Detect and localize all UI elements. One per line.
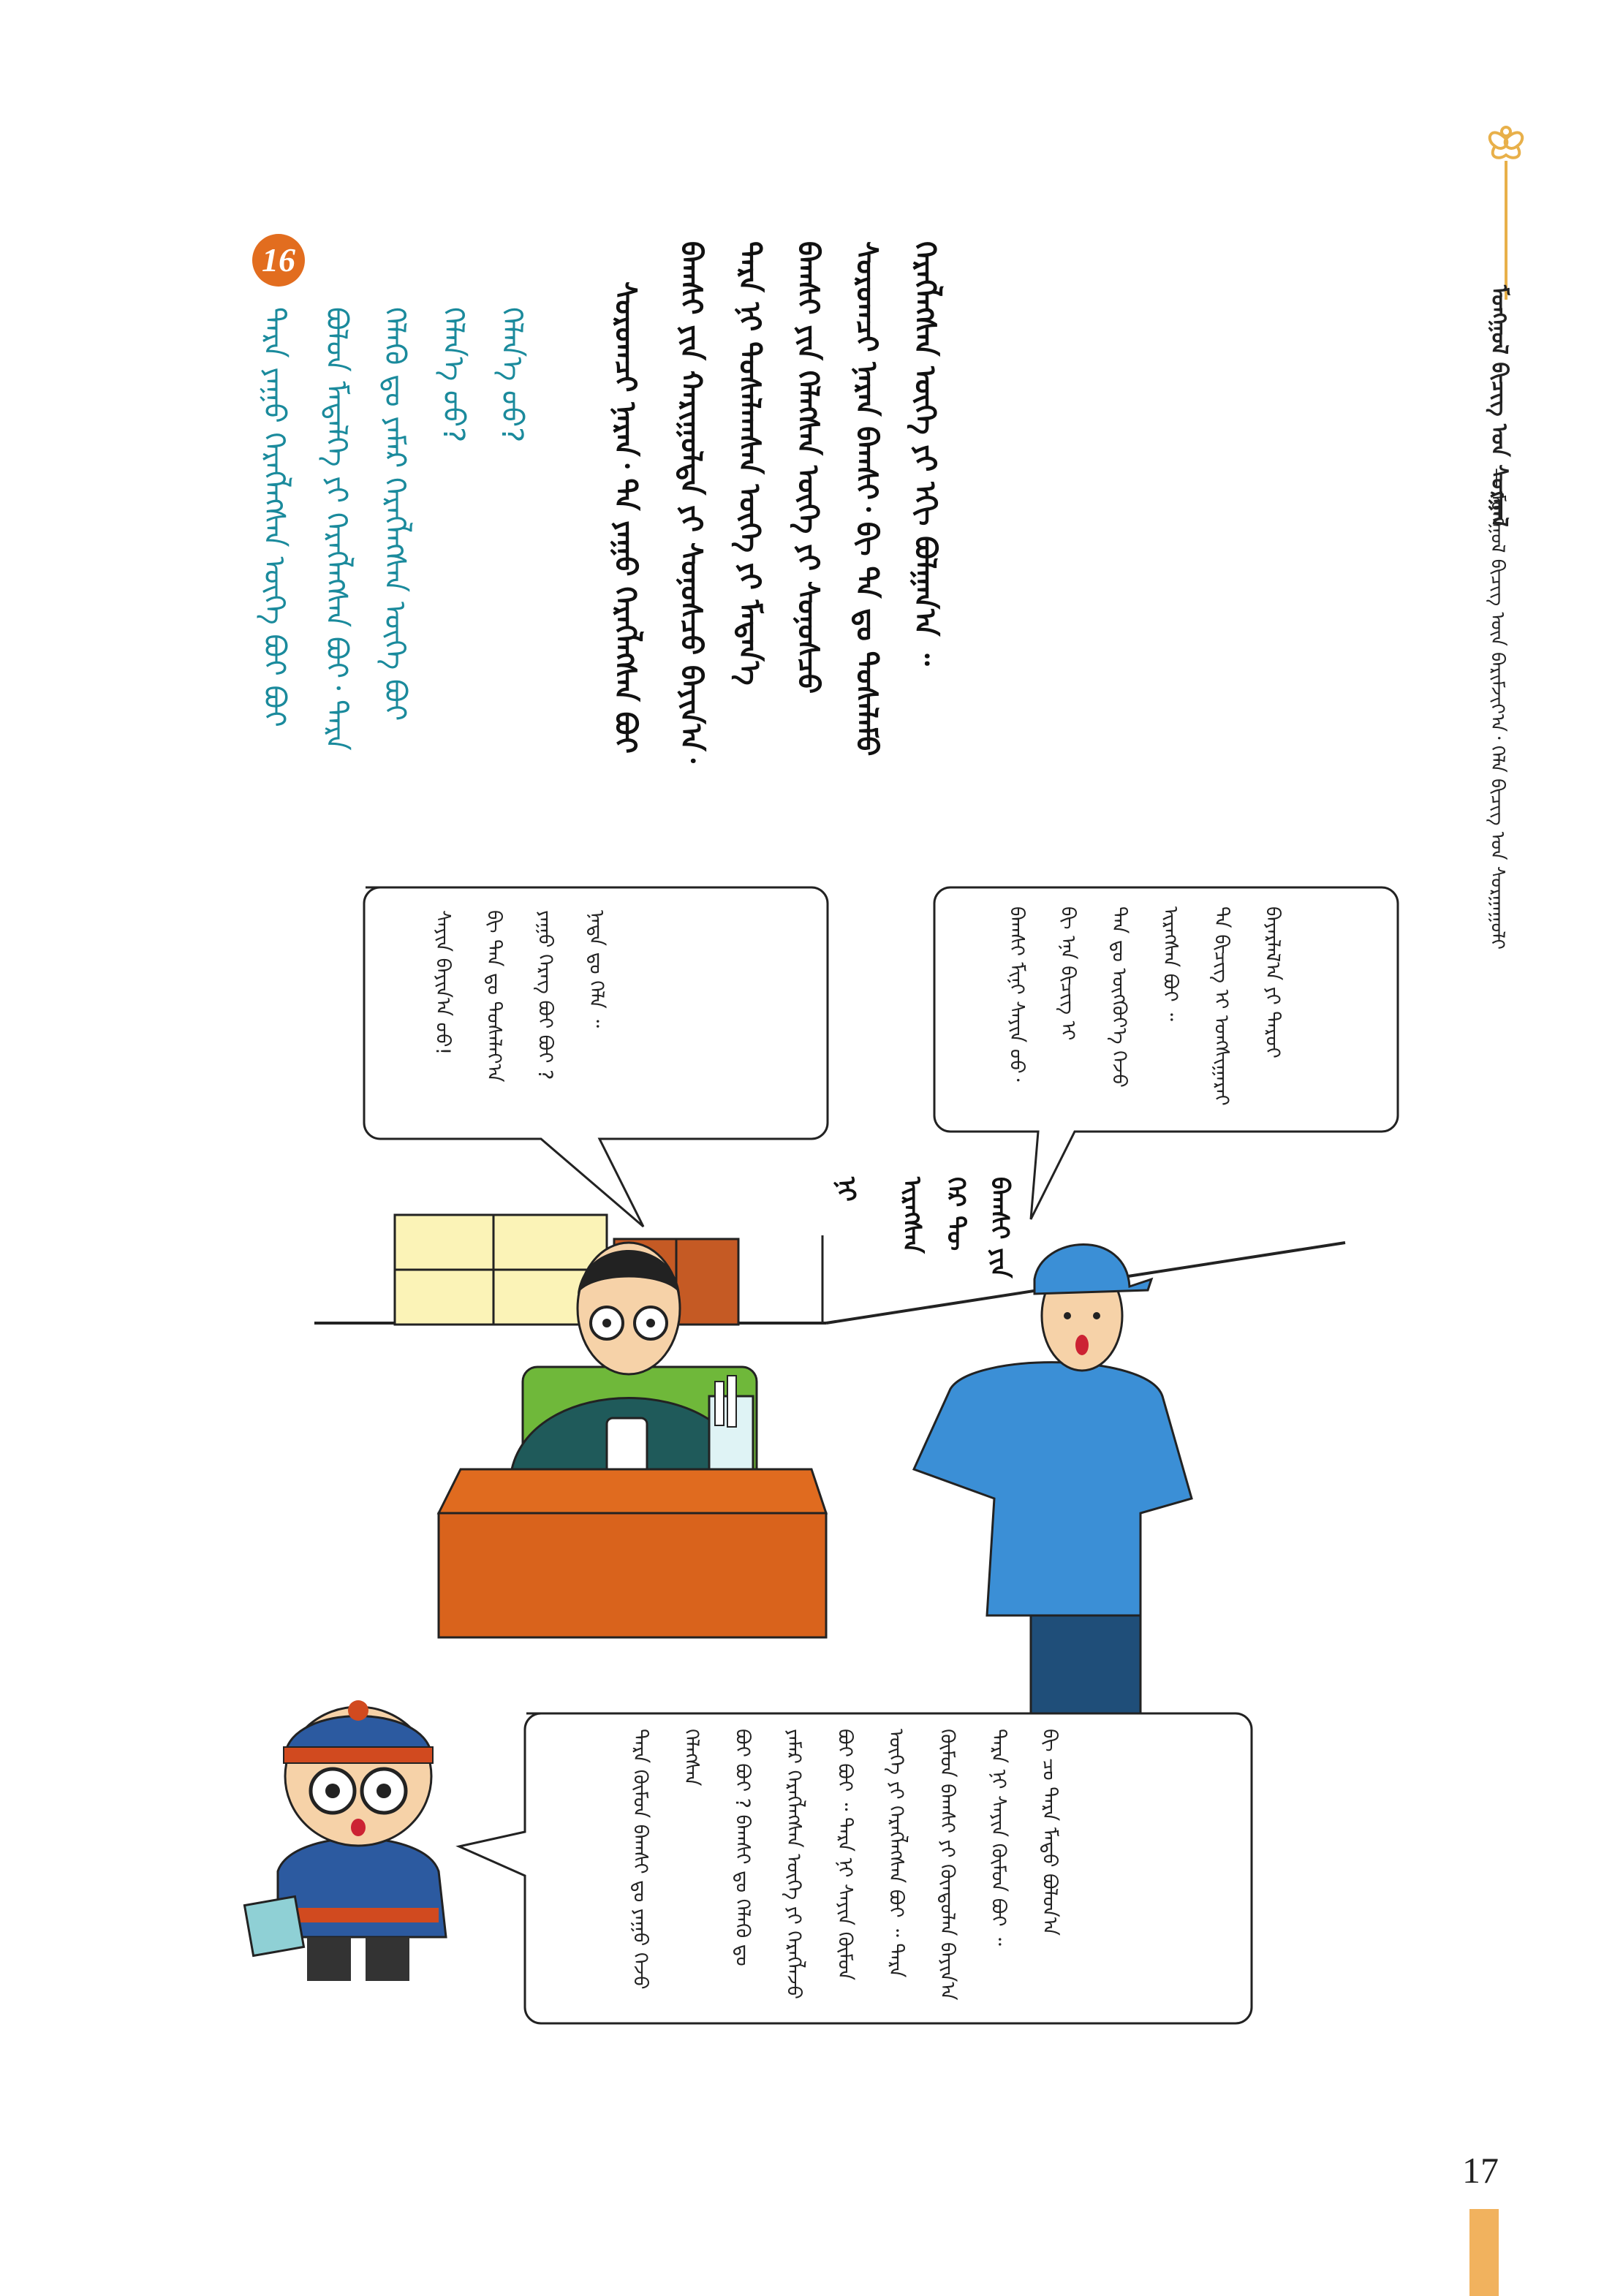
caption-line: ᠢᠷᠡᠭᠰᠡᠨ <box>897 1177 926 1254</box>
bubble-line: ᠪᠠᠭᠰᠢ ᠮᠢᠨᠢ ᠰᠠᠶᠢᠨ ᠤᠤ᠂ <box>1005 906 1028 1082</box>
body-line: ᠰᠤᠷᠤᠭᠴᠢ ᠨᠠᠷᠠᠨ᠂ ᠲᠠ ᠶᠠᠭᠤ ᠬᠡᠷᠡᠭᠯᠡᠭᠰᠡᠨ ᠪᠤᠢ <box>608 281 642 754</box>
caption-line: ᠨᠢ <box>831 1177 860 1202</box>
bubble-line: ᠦᠭᠡ ᠶᠢ ᠬᠡᠷᠡᠭᠯᠡᠭᠰᠡᠨ ᠪᠤᠢ ᠃ ᠲᠡᠷᠡ <box>885 1729 907 1978</box>
bubble-line: ᠢᠷᠡᠭᠰᠡᠨ ᠪᠤᠢ ᠃ <box>1159 906 1181 1021</box>
body-line: ᠰᠤᠷᠤᠭᠴᠢ ᠨᠠᠷᠠᠨ ᠪᠠᠭᠰᠢ᠂ ᠪᠢ ᠲᠠ ᠳᠤ ᠲᠤᠰᠠᠯᠠᠮᠤ <box>850 241 883 757</box>
bubble-text-child <box>614 1729 1199 2014</box>
question-line: ᠪᠣᠯᠤᠨ ᠮᠡᠳᠡᠯᠭᠡ ᠶᠢ ᠬᠡᠷᠡᠭᠯᠡᠭᠰᠡᠨ ᠪᠤᠢ᠂ ᠲᠡᠷᠡ <box>319 307 353 751</box>
desk <box>439 1469 826 1637</box>
bubble-line: ᠲᠡᠷᠡ ᠨᠢ ᠰᠠᠶᠢᠨ ᠬᠦᠮᠦᠨ ᠪᠤᠢ ᠃ <box>987 1729 1010 1946</box>
body-line: ᠬᠡᠷᠡᠭᠯᠡᠭᠰᠡᠨ ᠦᠭᠡ ᠶᠢ ᠡᠬᠢ ᠪᠤᠯᠭᠠᠨ᠎ᠠ ᠃ <box>908 241 942 666</box>
bubble-line: ᠬᠦᠮᠦᠨ ᠪᠠᠭᠰᠢ ᠶᠢ ᠬᠦᠨᠳᠦᠯᠡᠨ ᠪᠠᠶᠢᠨ᠎ᠠ <box>936 1729 958 2001</box>
caption-line: ᠭᠡᠷ ᠲᠦ <box>941 1177 970 1251</box>
question-line: ᠬᠡᠯᠡᠬᠦ ᠳᠤ ᠶᠠᠮᠠᠷ ᠬᠡᠷᠡᠭᠯᠡᠭᠰᠡᠨ ᠦᠭᠡ ᠪᠤᠢ <box>378 307 412 721</box>
bubble-text-teacher <box>417 910 797 1129</box>
question-number-badge: 16 <box>252 234 305 287</box>
bubble-text-man <box>991 906 1327 1126</box>
bubble-line: ᠨᠠᠳᠠ ᠳᠤ ᠬᠡᠯᠡ ᠃ <box>585 910 608 1028</box>
body-line: ᠪᠠᠭᠰᠢ ᠶᠢᠨ ᠬᠡᠯᠡᠭᠰᠡᠨ ᠦᠭᠡ ᠶᠢ ᠰᠤᠨᠤᠰᠴᠤ <box>791 241 825 694</box>
bubble-line: ᠪᠠᠶᠠᠷᠯᠠᠯ᠎ᠠ ᠶᠢ ᠳᠠᠷᠤᠢ <box>1261 906 1284 1058</box>
question-line: ᠲᠡᠷᠡ ᠶᠠᠭᠤ ᠬᠡᠷᠡᠭᠯᠡᠭᠰᠡᠨ ᠦᠭᠡ ᠪᠤᠢ ᠪᠤᠢ <box>257 307 291 727</box>
body-line: ᠪᠠᠭᠰᠢ ᠶᠢᠨ ᠬᠠᠷᠢᠭᠤᠯᠲᠠ ᠶᠢ ᠰᠤᠨᠤᠰᠴᠤ ᠪᠠᠶᠢᠨ᠎ᠠ᠂ <box>674 241 708 763</box>
bubble-line: ᠪᠢ ᠴᠤ ᠲᠡᠷᠡ ᠮᠡᠲᠦ ᠪᠣᠯᠤᠨ᠎ᠠ <box>1038 1729 1061 1936</box>
bubble-line: ᠪᠢ ᠡᠨᠡ ᠪᠢᠴᠢᠭ ᠢ <box>1056 906 1079 1041</box>
bubble-line: ᠶᠠᠭᠤ ᠬᠡᠷᠡᠭ ᠪᠤᠢ ᠪᠤᠢ ? <box>534 910 556 1080</box>
bubble-line: ᠪᠢ ᠲᠠᠨ ᠳᠤ ᠲᠤᠰᠠᠯᠠᠶ᠎ᠠ <box>483 910 505 1083</box>
bubble-line: ᠲᠡᠷᠡ ᠬᠦᠮᠦᠨ ᠪᠠᠭᠰᠢ ᠳᠤ ᠶᠠᠭᠤ ᠭᠡᠵᠦ ᠬᠡᠯᠡᠭᠰᠡᠨ <box>629 1729 703 1990</box>
question-line: ᠬᠡᠯᠡᠨ᠎ᠡ ᠦᠦ? <box>495 307 529 443</box>
bubble-line: ᠰᠠᠶᠢᠨ ᠪᠠᠶᠢᠨ᠎ᠠ ᠤᠤ! <box>431 910 454 1056</box>
bubble-line: ᠶᠠᠮᠠᠷ ᠬᠡᠷᠡᠭᠯᠡᠭᠰᠡᠨ ᠦᠭᠡ ᠶᠢ ᠬᠡᠷᠡᠭᠯᠡᠵᠦ <box>782 1729 805 2000</box>
header-title: ᠮᠣᠩᠭᠣᠯ ᠪᠢᠴᠢᠭ᠌ ᠤᠨ ᠰᠤᠷᠭᠠᠯ <box>1486 285 1512 527</box>
header-subtitle: — ᠮᠣᠩᠭᠣᠯ ᠪᠢᠴᠢᠭ᠌ ᠦᠨ ᠪᠠᠷᠢᠮᠵᠢᠶ᠎ᠠ᠂ ᠬᠡᠯᠡ ᠪᠢᠴᠢᠭ᠌ ᠤᠨ ᠰᠤᠷᠭᠠᠭᠤᠯᠢ <box>1486 468 1508 950</box>
bubble-line: ᠲᠠᠨ ᠳᠤ ᠦᠭᠭᠦᠶ᠎ᠡ ᠭᠡᠵᠦ <box>1108 906 1130 1088</box>
bubble-line: ᠲᠠ ᠪᠢᠴᠢᠭ ᠢ ᠤᠩᠰᠢᠭᠠᠷᠠᠢ <box>1210 906 1233 1106</box>
bubble-line: ᠪᠤᠢ ᠪᠤᠢ ᠃ ᠲᠡᠷᠡ ᠨᠢ ᠰᠠᠶᠢᠨ ᠬᠦᠮᠦᠨ <box>833 1729 856 1981</box>
page-number: 17 <box>1462 2150 1499 2191</box>
question-line: ᠬᠡᠯᠡᠨ᠎ᠡ ᠦᠦ? <box>436 307 470 443</box>
child-figure <box>234 1689 483 1996</box>
caption-line: ᠪᠠᠭᠰᠢ ᠶᠢᠨ <box>985 1177 1014 1278</box>
bubble-line: ᠪᠤᠢ ᠪᠤᠢ ? ᠪᠠᠭᠰᠢ ᠳᠤ ᠬᠡᠯᠡᠬᠦ ᠳᠤ <box>731 1729 754 1966</box>
body-line: ᠲᠡᠷᠡ ᠨᠢ ᠲᠤᠰᠠᠯᠠᠭᠰᠠᠨ ᠦᠭᠡ ᠶᠢ ᠮᠡᠳᠡᠨ᠎ᠡ <box>733 241 766 686</box>
page-tab <box>1469 2209 1499 2296</box>
